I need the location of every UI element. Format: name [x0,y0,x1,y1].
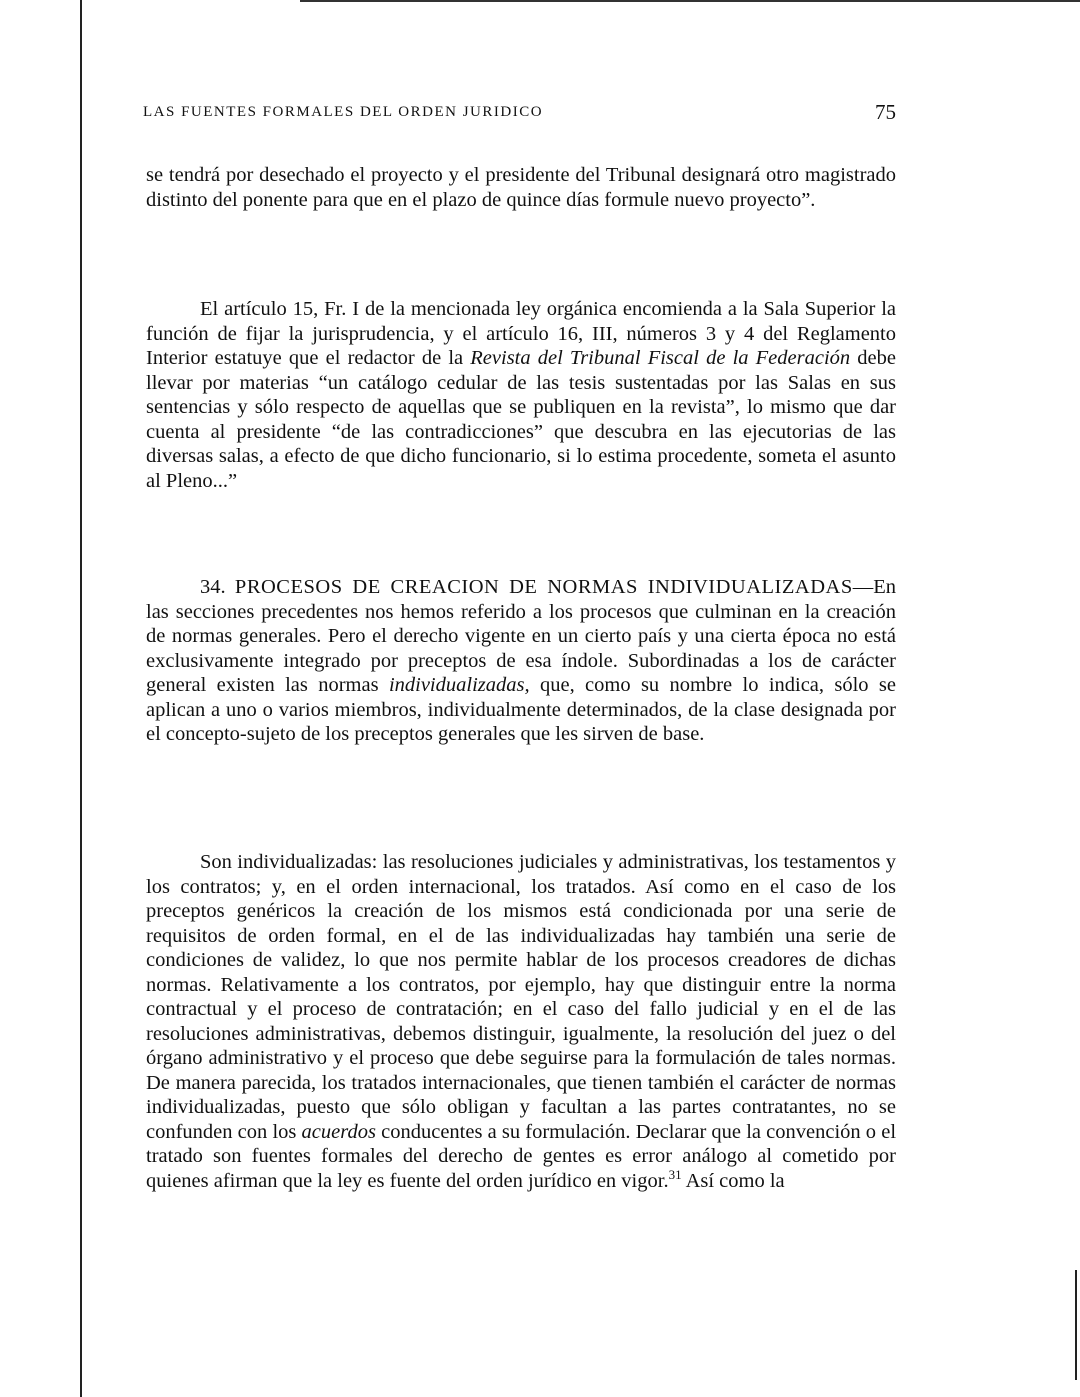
paragraph-3-text [146,575,896,747]
section-heading: PROCESOS DE CREACION DE NORMAS INDIVIDUALIZADAS [234,576,853,598]
page-header [143,100,896,130]
paragraph-4-text [146,850,896,1193]
paragraph-4 [146,850,896,1193]
paragraph-3 [146,575,896,747]
paragraph-4-part-a: Son individualizadas: las resoluciones judiciales y administrativas, los testamentos y los contratos; y, en el orden internacional, los tratados. Así como en el caso de los preceptos genéricos la creación de los mismos está condicionada por una serie de requisitos de orden formal, en el de las individualizadas hay también una serie de condiciones de validez, lo que nos permite hablar de los procesos creadores de dichas normas. Relativamente a los contratos, por ejemplo, hay que distinguir entre la norma contractual y el proceso de contratación; en el caso del fallo judicial y en el de las resoluciones administrativas, debemos distinguir, igualmente, la resolución del juez o del órgano administrativo y el proceso que debe seguirse para la formulación de tales normas. De manera parecida, los tratados internacionales, que tienen también el carácter de normas individualizadas, puesto que sólo obligan y facultan a las partes contratantes, no se confunden con los [146,851,896,1143]
page-number: 75 [875,100,896,124]
paragraph-2-part-b: debe llevar por materias “un catálogo cedular de las tesis sustentadas por las Salas en sus sentencias y sólo respecto de aquellas que se publiquen en la revista”, lo mismo que dar cuenta al presidente “de las contradicciones” que descubra en las ejecutorias de las diversas salas, a efecto de que dicho funcionario, si lo estima procedente, someta el asunto al Pleno...” [146,347,896,492]
paragraph-2-text [146,297,896,493]
scan-top-edge [300,0,1080,2]
term-individualizadas: individualizadas, [388,674,530,696]
paragraph-2-part-a: El artículo 15, Fr. I de la mencionada ley orgánica encomienda a la Sala Superior la función de fijar la jurisprudencia, y el artículo 16, III, números 3 y 4 del Reglamento Interior estatuye que el redactor de la [146,298,896,369]
paragraph-3-part-a: —En las secciones precedentes nos hemos referido a los procesos que culminan en la creación de normas generales. Pero el derecho vigente en un cierto país y una cierta época no está exclusivamente integrado por preceptos de esa índole. Subordinadas a los de carácter general existen las normas [146,576,896,696]
paragraph-1 [146,163,896,212]
paragraph-4-part-b: conducentes a su formulación. Declarar que la convención o el tratado son fuentes formales del derecho de gentes es error análogo al cometido por quienes afirman que la ley es fuente del orden jurídico en vigor. [146,1120,897,1192]
term-acuerdos: acuerdos [301,1120,376,1143]
footnote-ref-31: 31 [668,1166,682,1182]
scan-left-edge [80,0,82,1397]
paragraph-3-part-b: que, como su nombre lo indica, sólo se aplican a uno o varios miembros, individualmente determinados, de la clase designada por el concepto-sujeto de los preceptos generales que les sirven de base. [146,674,896,745]
section-number: 34. [200,576,226,598]
journal-title: Revista del Tribunal Fiscal de la Federación [470,347,851,369]
scan-right-edge [1075,1270,1077,1380]
paragraph-4-part-c: Así como la [681,1169,785,1192]
running-head: LAS FUENTES FORMALES DEL ORDEN JURIDICO [143,104,544,120]
paragraph-1-text: se tendrá por desechado el proyecto y el presidente del Tribunal designará otro magistrado distinto del ponente para que en el plazo de quince días formule nuevo proyecto”. [146,164,896,211]
paragraph-2 [146,297,896,493]
